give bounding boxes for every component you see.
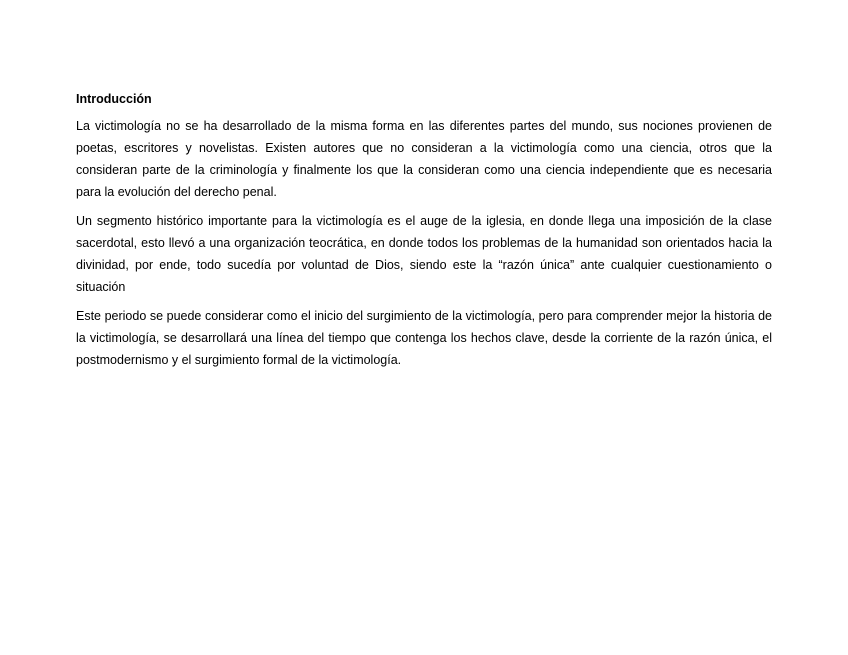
paragraph-3: Este periodo se puede considerar como el inicio del surgimiento de la victimología, pero para comprender mejor la historia de la victimología, se desarrollará una línea del tiempo que contenga los hechos clave, desde la corriente de la razón única, el postmodernismo y el surgimiento formal de la victimología. — [76, 309, 772, 367]
paragraph-2: Un segmento histórico importante para la victimología es el auge de la iglesia, en donde llega una imposición de la clase sacerdotal, esto llevó a una organización teocrática, en donde todos los problemas de la humanidad son orientados hacia la divinidad, por ende, todo sucedía por voluntad de Dios, siendo este la “razón única” ante cualquier cuestionamiento o situación — [76, 214, 772, 294]
section-heading: Introducción — [76, 92, 152, 106]
paragraph-1: La victimología no se ha desarrollado de la misma forma en las diferentes partes del mundo, sus nociones provienen de poetas, escritores y novelistas. Existen autores que no consideran a la victimología como una ciencia, otros que la consideran parte de la criminología y finalmente los que la consideran como una ciencia independiente que es necesaria para la evolución del derecho penal. — [76, 119, 772, 199]
document-page — [76, 90, 772, 378]
